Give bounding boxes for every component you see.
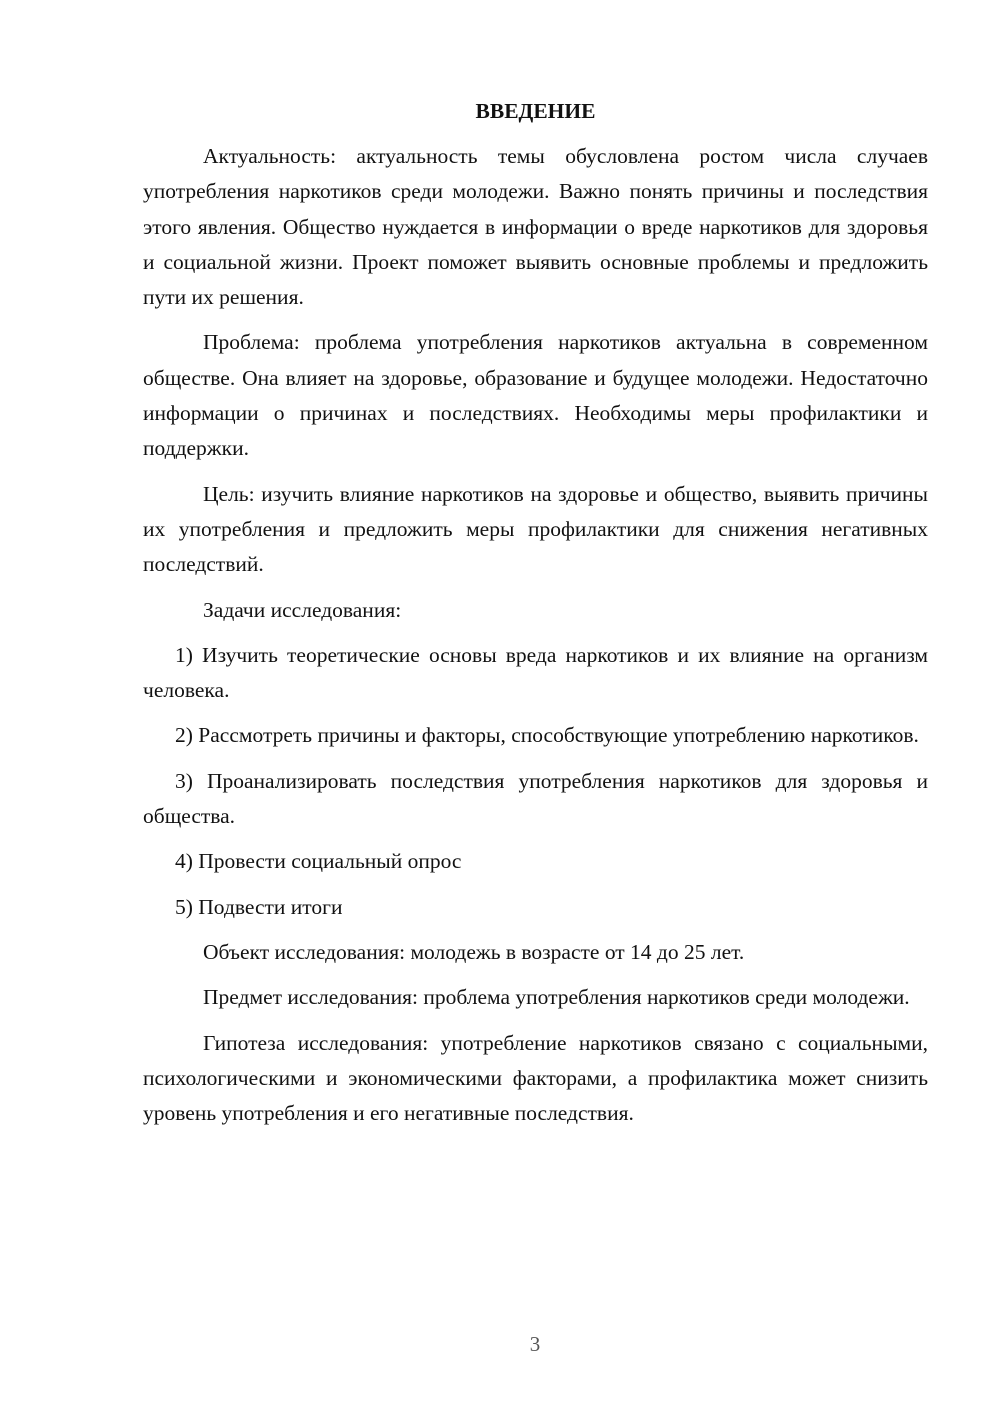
task-item-2: 2) Рассмотреть причины и факторы, способствующие употреблению наркотиков. (175, 723, 919, 748)
paragraph-goal: Цель: изучить влияние наркотиков на здоровье и общество, выявить причины их употребления и предложить меры профилактики для снижения негативных последствий. (143, 481, 928, 577)
task-item-5: 5) Подвести итоги (175, 894, 343, 919)
paragraph-hypothesis: Гипотеза исследования: употребление наркотиков связано с социальными, психологическими и экономическими факторами, а профилактика может снизить уровень употребления и его негативные последствия. (143, 1030, 928, 1126)
task-item-1: 1) Изучить теоретические основы вреда наркотиков и их влияние на организм человека. (143, 642, 928, 703)
paragraph-problem: Проблема: проблема употребления наркотиков актуальна в современном обществе. Она влияет на здоровье, образование и будущее молодежи. Недостаточно информации о причинах и последствиях. Необходимы меры профилактики и поддержки. (143, 330, 928, 461)
paragraph-subject: Предмет исследования: проблема употребления наркотиков среди молодежи. (203, 985, 910, 1010)
paragraph-object: Объект исследования: молодежь в возрасте от 14 до 25 лет. (203, 939, 745, 964)
section-title: ВВЕДЕНИЕ (475, 99, 596, 123)
task-item-3: 3) Проанализировать последствия употребления наркотиков для здоровья и общества. (143, 768, 928, 829)
document-page (143, 96, 928, 1141)
paragraph-relevance: Актуальность: актуальность темы обусловлена ростом числа случаев употребления наркотиков среди молодежи. Важно понять причины и последствия этого явления. Общество нуждается в информации о вреде наркотиков для здоровья и социальной жизни. Проект поможет выявить основные проблемы и предложить пути их решения. (143, 144, 928, 310)
page-number: 3 (529, 1332, 541, 1356)
task-item-4: 4) Провести социальный опрос (175, 849, 462, 874)
tasks-heading: Задачи исследования: (203, 597, 402, 622)
